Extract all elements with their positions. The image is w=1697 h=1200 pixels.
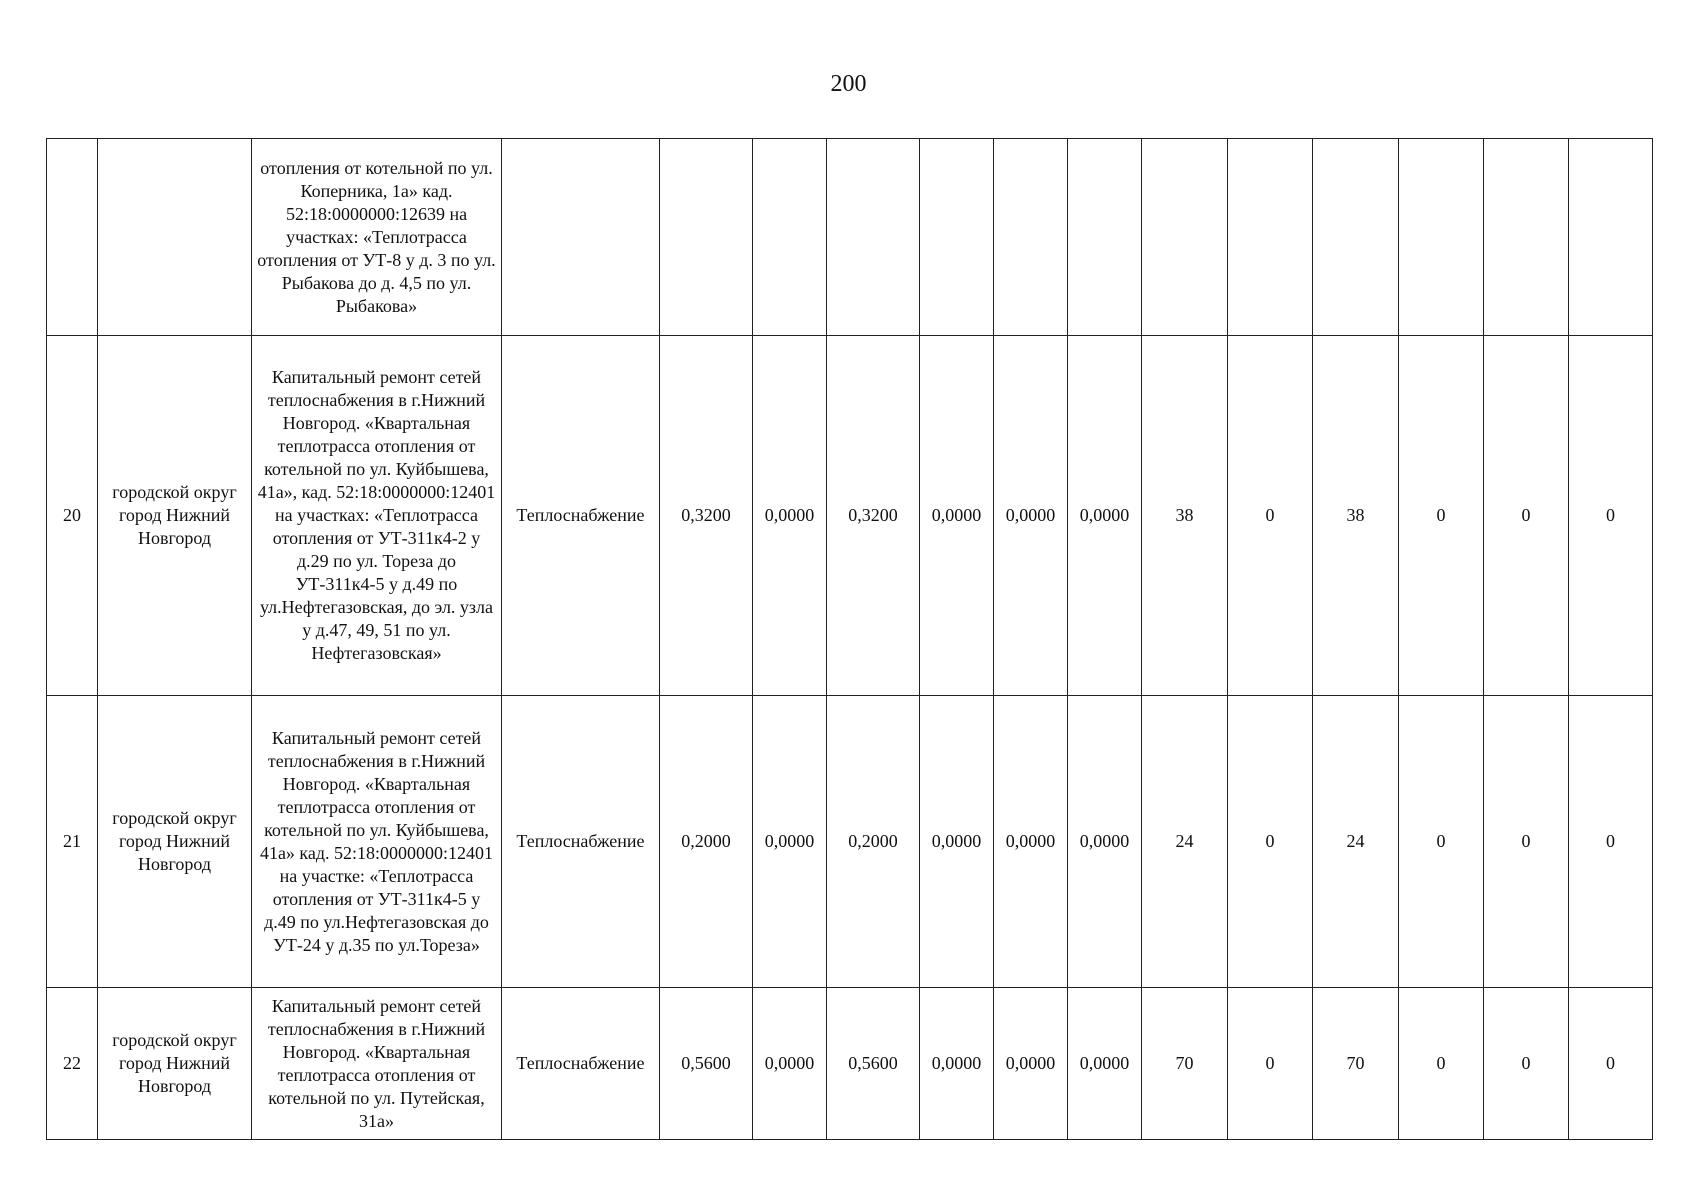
value-cell: 0,5600: [827, 988, 920, 1140]
page-number: 200: [830, 71, 867, 97]
value-cell: 38: [1142, 336, 1228, 696]
value-cell: 0,0000: [1068, 696, 1142, 988]
description-cell: отопления от котельной по ул. Коперника, 1а» кад. 52:18:0000000:12639 на участках: «Теплотрасса отопления от УТ-8 у д. 3 по ул. Рыбакова до д. 4,5 по ул. Рыбакова»: [252, 139, 502, 336]
value-cell: 0: [1569, 696, 1653, 988]
municipality-cell: городской округ город Нижний Новгород: [98, 696, 252, 988]
value-cell: [1484, 139, 1569, 336]
value-cell: 0,5600: [660, 988, 753, 1140]
table-row: [47, 336, 1653, 696]
table-row: [47, 139, 1653, 336]
value-cell: [1142, 139, 1228, 336]
value-cell: 0,0000: [1068, 988, 1142, 1140]
value-cell: 0: [1484, 988, 1569, 1140]
type-cell: Теплоснабжение: [502, 696, 660, 988]
value-cell: [1399, 139, 1484, 336]
data-table: [46, 138, 1653, 1140]
value-cell: 24: [1142, 696, 1228, 988]
value-cell: 0: [1569, 988, 1653, 1140]
table-row: [47, 988, 1653, 1140]
value-cell: [1228, 139, 1313, 336]
value-cell: 0,0000: [920, 696, 994, 988]
table-row: [47, 696, 1653, 988]
value-cell: [827, 139, 920, 336]
municipality-cell: городской округ город Нижний Новгород: [98, 336, 252, 696]
value-cell: 0: [1399, 988, 1484, 1140]
description-cell: Капитальный ремонт сетей теплоснабжения в г.Нижний Новгород. «Квартальная теплотрасса отопления от котельной по ул. Куйбышева, 41а», кад. 52:18:0000000:12401 на участках: «Теплотрасса отопления от УТ-311к4-2 у д.29 по ул. Тореза до УТ-311к4-5 у д.49 по ул.Нефтегазовская, до эл. узла у д.47, 49, 51 по ул. Нефтегазовская»: [252, 336, 502, 696]
type-cell: Теплоснабжение: [502, 336, 660, 696]
value-cell: 0: [1399, 696, 1484, 988]
row-number-cell: 22: [47, 988, 98, 1140]
value-cell: [1569, 139, 1653, 336]
value-cell: 38: [1313, 336, 1399, 696]
value-cell: 0: [1484, 336, 1569, 696]
row-number-cell: 21: [47, 696, 98, 988]
value-cell: 70: [1313, 988, 1399, 1140]
value-cell: [994, 139, 1068, 336]
value-cell: 24: [1313, 696, 1399, 988]
value-cell: 70: [1142, 988, 1228, 1140]
value-cell: 0,0000: [1068, 336, 1142, 696]
type-cell: [502, 139, 660, 336]
value-cell: 0,2000: [660, 696, 753, 988]
type-cell: Теплоснабжение: [502, 988, 660, 1140]
value-cell: 0,2000: [827, 696, 920, 988]
value-cell: 0,0000: [753, 988, 827, 1140]
description-cell: Капитальный ремонт сетей теплоснабжения в г.Нижний Новгород. «Квартальная теплотрасса отопления от котельной по ул. Куйбышева, 41а» кад. 52:18:0000000:12401 на участке: «Теплотрасса отопления от УТ-311к4-5 у д.49 по ул.Нефтегазовская до УТ-24 у д.35 по ул.Тореза»: [252, 696, 502, 988]
value-cell: [920, 139, 994, 336]
value-cell: 0: [1569, 336, 1653, 696]
row-number-cell: [47, 139, 98, 336]
value-cell: [753, 139, 827, 336]
value-cell: 0,0000: [920, 988, 994, 1140]
value-cell: 0,0000: [753, 336, 827, 696]
value-cell: [660, 139, 753, 336]
value-cell: 0,0000: [994, 696, 1068, 988]
municipality-cell: городской округ город Нижний Новгород: [98, 988, 252, 1140]
value-cell: 0,0000: [994, 988, 1068, 1140]
value-cell: 0: [1228, 696, 1313, 988]
value-cell: [1313, 139, 1399, 336]
row-number-cell: 20: [47, 336, 98, 696]
value-cell: 0: [1228, 336, 1313, 696]
value-cell: 0: [1484, 696, 1569, 988]
value-cell: 0,3200: [827, 336, 920, 696]
value-cell: 0,3200: [660, 336, 753, 696]
value-cell: 0: [1399, 336, 1484, 696]
value-cell: 0,0000: [994, 336, 1068, 696]
value-cell: [1068, 139, 1142, 336]
description-cell: Капитальный ремонт сетей теплоснабжения в г.Нижний Новгород. «Квартальная теплотрасса отопления от котельной по ул. Путейская, 31а»: [252, 988, 502, 1140]
value-cell: 0,0000: [753, 696, 827, 988]
value-cell: 0: [1228, 988, 1313, 1140]
value-cell: 0,0000: [920, 336, 994, 696]
municipality-cell: [98, 139, 252, 336]
